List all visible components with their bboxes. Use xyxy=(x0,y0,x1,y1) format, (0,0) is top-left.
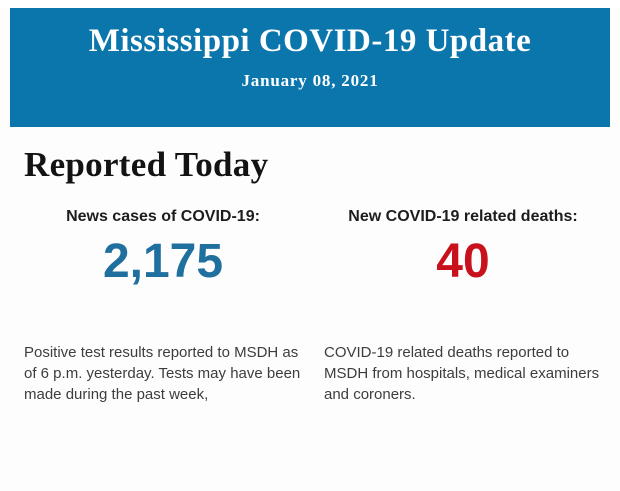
section-heading: Reported Today xyxy=(24,145,269,184)
report-date: January 08, 2021 xyxy=(241,71,379,91)
page-title: Mississippi COVID-19 Update xyxy=(88,23,532,59)
new-cases-label: News cases of COVID-19: xyxy=(66,208,260,226)
stat-new-cases xyxy=(24,207,302,405)
stats-grid xyxy=(24,207,620,405)
new-deaths-value: 40 xyxy=(436,235,490,289)
header-banner xyxy=(10,8,610,127)
new-cases-description: Positive test results reported to MSDH as of 6 p.m. yesterday. Tests may have been made during the past week, xyxy=(24,344,301,404)
new-deaths-description: COVID-19 related deaths reported to MSDH from hospitals, medical examiners and coroners. xyxy=(324,344,600,404)
new-deaths-label: New COVID-19 related deaths: xyxy=(348,208,578,226)
reported-today-section xyxy=(0,145,620,405)
stat-new-deaths xyxy=(324,207,602,405)
new-cases-value: 2,175 xyxy=(102,235,224,289)
covid-update-page xyxy=(0,8,620,491)
